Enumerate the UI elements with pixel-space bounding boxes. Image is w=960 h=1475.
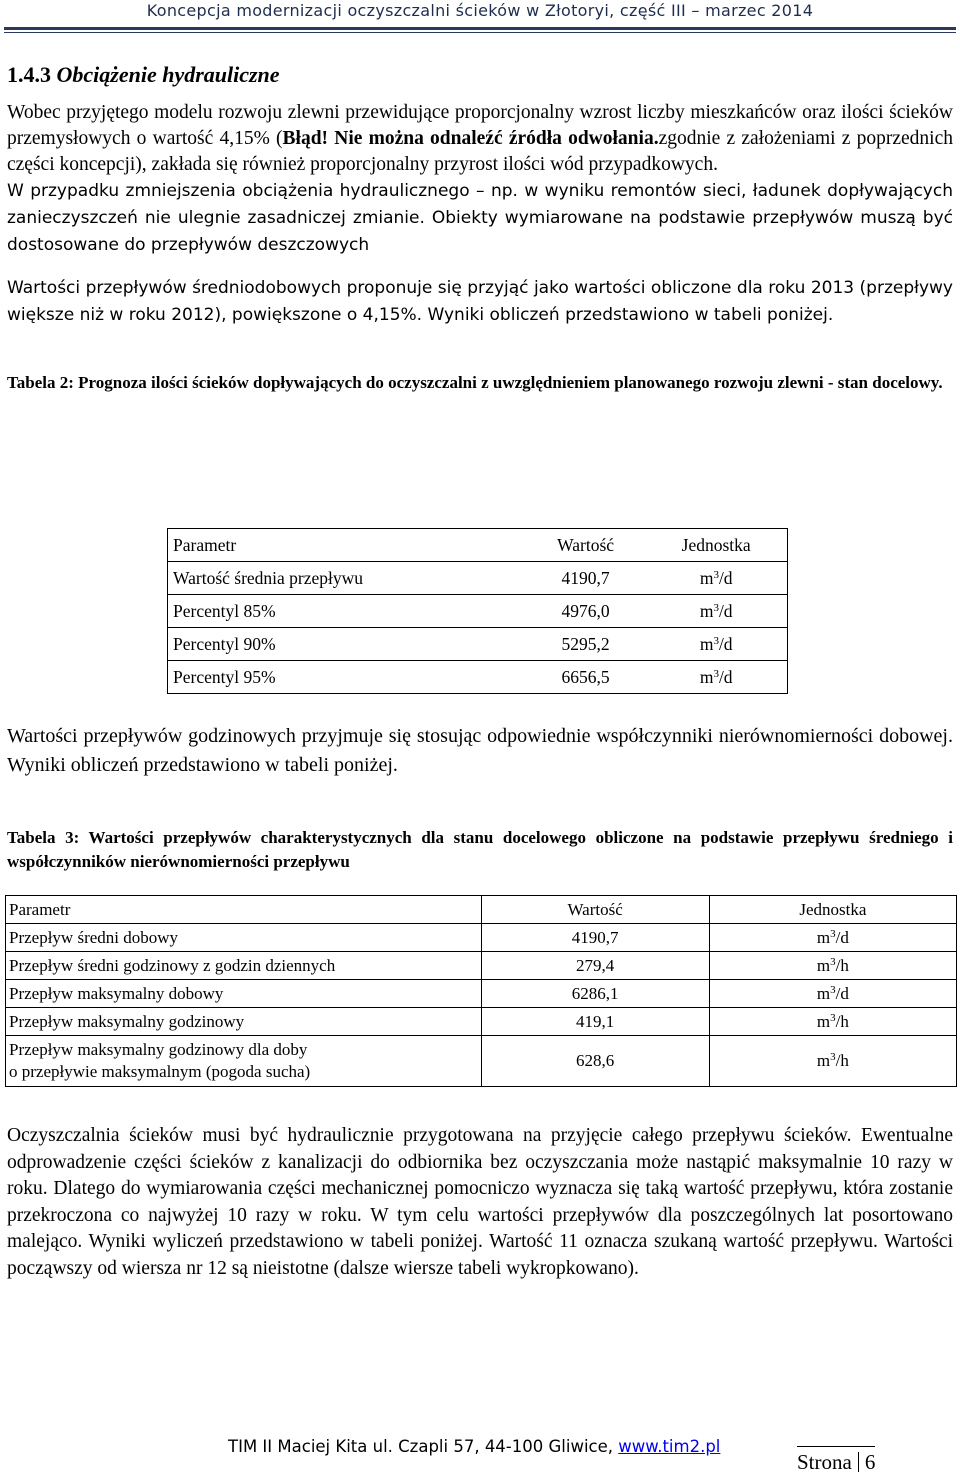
section-heading — [7, 60, 953, 90]
table-cell: 628,6 — [481, 1036, 709, 1087]
table-cell: Przepływ maksymalny dobowy — [6, 980, 482, 1008]
footer-website-link[interactable]: www.tim2.pl — [618, 1437, 721, 1456]
table-cell: Percentyl 95% — [168, 661, 526, 694]
table-cell: $m^3/d$ — [709, 924, 956, 952]
table-cell: 4190,7 — [526, 562, 646, 595]
column-header: Jednostka — [709, 896, 956, 924]
table-row — [6, 924, 957, 952]
table-cell: Percentyl 90% — [168, 628, 526, 661]
header-rule — [4, 27, 956, 30]
table-cell: Przepływ średni godzinowy z godzin dziennych — [6, 952, 482, 980]
header-rule-thin — [4, 32, 956, 33]
table2-caption: Tabela 2: Prognoza ilości ścieków dopływających do oczyszczalni z uwzględnieniem planowanego rozwoju zlewni - stan docelowy. — [7, 373, 943, 392]
paragraph-hydraulic-load: W przypadku zmniejszenia obciążenia hydraulicznego – np. w wyniku remontów sieci, ładunek dopływających zanieczyszczeń nie ulegnie zasadniczej zmianie. Obiekty wymiarowane na podstawie przepływów muszą być dostosowane do przepływów deszczowych — [7, 181, 953, 255]
table-cell: $m^3/h$ — [709, 1036, 956, 1087]
table-row — [168, 562, 788, 595]
table-cell: $m^3/d$ — [645, 562, 787, 595]
paragraph-intro-text-cont: zgodnie z założeniami z poprzednich części koncepcji), zakłada się również proporcjonalny przyrost ilości wód przypadkowych. — [7, 128, 953, 175]
table-cell: $m^3/d$ — [645, 595, 787, 628]
table-header-row — [6, 896, 957, 924]
paragraph-daily-flows: Wartości przepływów średniodobowych proponuje się przyjąć jako wartości obliczone dla roku 2013 (przepływy większe niż w roku 2012), powiększone o 4,15%. Wyniki obliczeń przedstawiono w tabeli poniżej. — [7, 278, 953, 325]
table-cell: Wartość średnia przepływu — [168, 562, 526, 595]
page-footer — [0, 1436, 960, 1474]
table-row — [6, 980, 957, 1008]
table-cell: 6656,5 — [526, 661, 646, 694]
table-cell: 6286,1 — [481, 980, 709, 1008]
footer-address-text: TIM II Maciej Kita ul. Czapli 57, 44-100 Gliwice, — [228, 1437, 619, 1456]
paragraph-intro-text: Wobec przyjętego modelu rozwoju zlewni przewidujące proporcjonalny wzrost liczby mieszkańców oraz ilości ścieków przemysłowych o wartość 4,15% ( — [7, 102, 953, 149]
table-cell: 4190,7 — [481, 924, 709, 952]
table-cell: $m^3/d$ — [709, 980, 956, 1008]
table-row — [168, 595, 788, 628]
table-cell: Przepływ maksymalny godzinowy — [6, 1008, 482, 1036]
section-number: 1.4.3 — [7, 62, 51, 87]
table-row — [6, 952, 957, 980]
table-row — [6, 1036, 957, 1087]
table-cell: Percentyl 85% — [168, 595, 526, 628]
forecast-table — [167, 528, 788, 694]
table3-caption: Tabela 3: Wartości przepływów charakterystycznych dla stanu docelowego obliczone na podstawie przepływu średniego i współczynników nierównomierności przepływu — [7, 828, 953, 871]
page-number-value: 6 — [864, 1450, 876, 1474]
column-header: Wartość — [526, 529, 646, 562]
page-header — [0, 0, 960, 30]
column-header: Wartość — [481, 896, 709, 924]
table-cell: 419,1 — [481, 1008, 709, 1036]
section-title: Obciążenie hydrauliczne — [56, 62, 280, 87]
footer-address — [228, 1436, 720, 1458]
table-cell: 5295,2 — [526, 628, 646, 661]
characteristic-flows-table — [5, 895, 957, 1087]
paragraph-intro — [7, 100, 953, 178]
table-row — [168, 661, 788, 694]
table-cell-line: Przepływ maksymalny godzinowy dla doby — [9, 1040, 308, 1059]
table-cell: $m^3/h$ — [709, 1008, 956, 1036]
paragraph-hourly-flows: Wartości przepływów godzinowych przyjmuje się stosując odpowiednie współczynniki nierównomierności dobowej. Wyniki obliczeń przedstawiono w tabeli poniżej. — [7, 725, 953, 776]
table-cell: $m^3/d$ — [645, 628, 787, 661]
paragraph-sizing: Oczyszczalnia ścieków musi być hydraulicznie przygotowana na przyjęcie całego przepływu ścieków. Ewentualne odprowadzenie części ścieków z kanalizacji do odbiornika bez oczyszczania może nastąpić maksymalnie 10 razy w roku. Dlatego do wymiarowania części mechanicznej pomocniczo wyznacza się taką wartość przepływu, która zostanie przekroczona co najwyżej 10 razy w roku. W tym celu wartości przepływów dla poszczególnych lat posortowano malejąco. Wyniki wyliczeń przedstawiono w tabeli poniżej. Wartość 11 oznacza szukaną wartość przepływu. Wartości począwszy od wiersza nr 12 są nieistotne (dalsze wiersze tabeli wykropkowano). — [7, 1125, 953, 1279]
reference-error: Błąd! Nie można odnaleźć źródła odwołania. — [282, 128, 659, 149]
table-cell: Przepływ średni dobowy — [6, 924, 482, 952]
page-label: Strona — [797, 1450, 852, 1474]
table-cell: $m^3/d$ — [645, 661, 787, 694]
header-title: Koncepcja modernizacji oczyszczalni ścieków w Złotoryi, część III – marzec 2014 — [146, 1, 814, 20]
page-number-separator — [858, 1452, 859, 1472]
table-cell-line: o przepływie maksymalnym (pogoda sucha) — [9, 1062, 311, 1081]
column-header: Parametr — [168, 529, 526, 562]
table-cell: $m^3/h$ — [709, 952, 956, 980]
table-row — [168, 628, 788, 661]
table-cell — [6, 1036, 482, 1087]
page-number — [797, 1446, 875, 1475]
table-header-row — [168, 529, 788, 562]
table-cell: 4976,0 — [526, 595, 646, 628]
table-row — [6, 1008, 957, 1036]
column-header: Jednostka — [645, 529, 787, 562]
column-header: Parametr — [6, 896, 482, 924]
page-content — [7, 60, 953, 395]
table-cell: 279,4 — [481, 952, 709, 980]
